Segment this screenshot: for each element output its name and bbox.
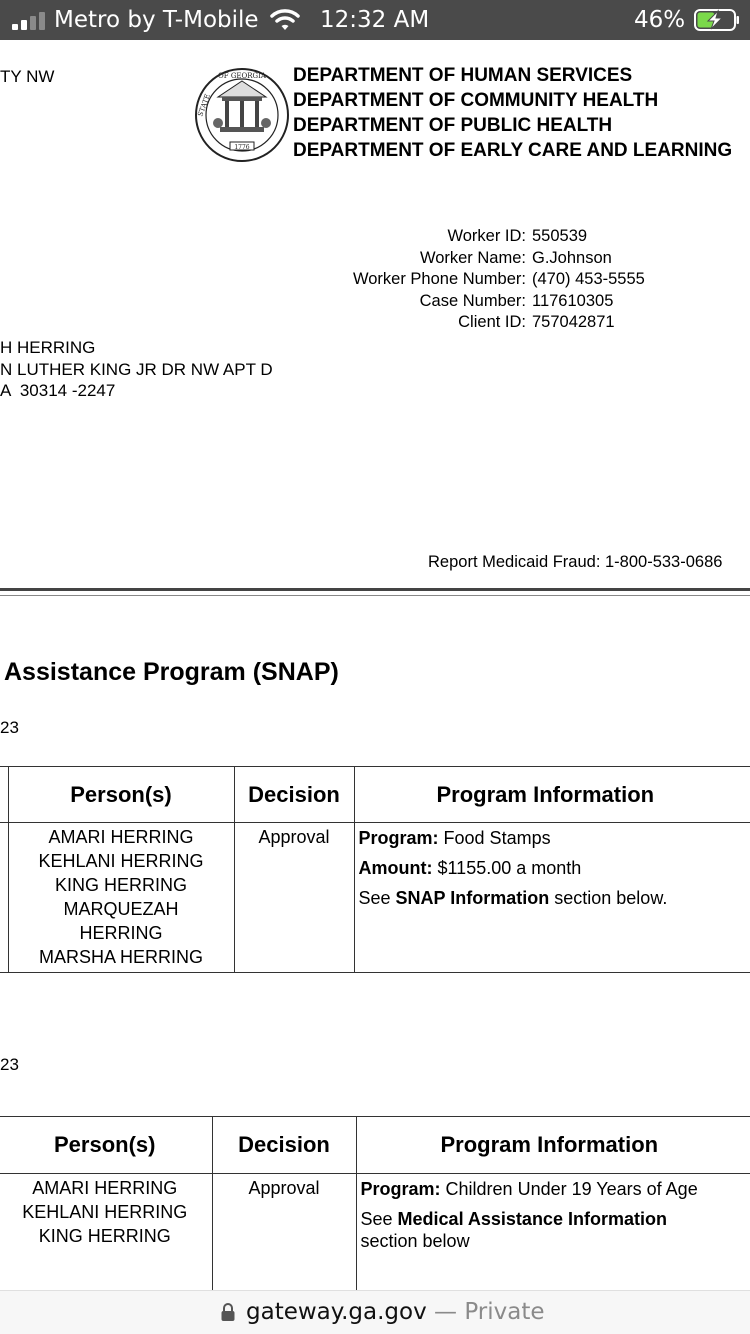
person-name: KING HERRING: [54, 875, 187, 895]
person-name: MARSHA HERRING: [38, 947, 204, 967]
column-header-persons: Person(s): [8, 767, 234, 823]
url-domain: gateway.ga.gov: [246, 1299, 427, 1325]
clock: 12:32 AM: [320, 7, 430, 33]
status-bar: [0, 0, 750, 40]
client-id-value: 757042871: [532, 313, 615, 331]
svg-text:1776: 1776: [234, 144, 250, 151]
program-label: Program:: [358, 828, 439, 848]
section-title: Assistance Program (SNAP): [4, 658, 339, 686]
person-name: KEHLANI HERRING: [22, 1202, 188, 1222]
department-line-2: DEPARTMENT OF COMMUNITY HEALTH: [293, 90, 659, 111]
battery-charging-icon: [694, 9, 740, 31]
worker-name-label: Worker Name:: [419, 248, 526, 267]
section-reference: SNAP Information: [395, 888, 550, 908]
lock-icon: [220, 1302, 236, 1322]
worker-id-value: 550539: [532, 227, 588, 245]
url-text[interactable]: [246, 1299, 545, 1325]
table-cell: [0, 823, 8, 973]
amount-value: $1155.00 a month: [437, 858, 582, 878]
person-name: MARQUEZAH: [63, 899, 179, 919]
recipient-name: H HERRING: [0, 338, 96, 357]
worker-info-values: [532, 226, 645, 334]
column-header-program-info: Program Information: [356, 1117, 750, 1174]
person-name: AMARI HERRING: [48, 827, 194, 847]
worker-name-value: G.Johnson: [532, 248, 612, 267]
see-suffix: section below: [360, 1231, 470, 1251]
address-bar[interactable]: [0, 1290, 750, 1334]
recipient-street: N LUTHER KING JR DR NW APT D: [0, 360, 273, 379]
medical-decision-table: [0, 1116, 750, 1294]
see-text: See: [360, 1209, 393, 1229]
private-label: — Private: [434, 1299, 545, 1325]
date-partial: 23: [0, 718, 19, 737]
person-name: KEHLANI HERRING: [38, 851, 204, 871]
cellular-signal-icon: [12, 12, 48, 30]
program-info-cell: [356, 1174, 750, 1294]
person-name: HERRING: [79, 923, 163, 943]
persons-cell: [8, 823, 234, 973]
column-header-program-info: Program Information: [354, 767, 750, 823]
svg-text:OF GEORGIA: OF GEORGIA: [218, 72, 266, 80]
department-line-4: DEPARTMENT OF EARLY CARE AND LEARNING: [293, 140, 733, 161]
carrier-name: Metro by T-Mobile: [54, 7, 259, 33]
divider: [0, 595, 750, 596]
worker-phone-label: Worker Phone Number:: [352, 270, 526, 288]
svg-text:STATE: STATE: [196, 92, 212, 118]
worker-id-label: Worker ID:: [447, 227, 526, 245]
sender-address-partial: TY NW: [0, 67, 55, 86]
worker-phone-value: (470) 453-5555: [532, 270, 645, 288]
person-name: KING HERRING: [38, 1226, 171, 1246]
persons-cell: [0, 1174, 212, 1294]
decision-cell: Approval: [234, 823, 354, 973]
see-suffix: section below.: [554, 888, 668, 908]
worker-info-labels: [226, 226, 526, 334]
column-header-decision: Decision: [234, 767, 354, 823]
department-line-3: DEPARTMENT OF PUBLIC HEALTH: [293, 115, 613, 136]
table-cell: [0, 767, 8, 823]
decision-cell: Approval: [212, 1174, 356, 1294]
person-name: AMARI HERRING: [32, 1178, 178, 1198]
program-label: Program:: [360, 1179, 441, 1199]
department-line-1: DEPARTMENT OF HUMAN SERVICES: [293, 65, 633, 86]
battery-percent: 46%: [634, 7, 686, 33]
column-header-decision: Decision: [212, 1117, 356, 1174]
section-reference: Medical Assistance Information: [397, 1209, 667, 1229]
client-id-label: Client ID:: [458, 313, 526, 331]
column-header-persons: Person(s): [0, 1117, 212, 1174]
program-value: Food Stamps: [443, 828, 551, 848]
georgia-state-seal: [194, 67, 290, 163]
snap-decision-table: [0, 766, 750, 973]
program-value: Children Under 19 Years of Age: [445, 1179, 698, 1199]
case-number-value: 117610305: [532, 291, 614, 310]
recipient-city-zip: A 30314 -2247: [0, 381, 116, 400]
amount-label: Amount:: [358, 858, 433, 878]
wifi-icon: [270, 8, 300, 32]
medicaid-fraud-line: Report Medicaid Fraud: 1-800-533-0686: [428, 553, 723, 571]
see-text: See: [358, 888, 391, 908]
divider: [0, 588, 750, 591]
case-number-label: Case Number:: [419, 291, 526, 310]
program-info-cell: [354, 823, 750, 973]
date-partial: 23: [0, 1055, 19, 1074]
